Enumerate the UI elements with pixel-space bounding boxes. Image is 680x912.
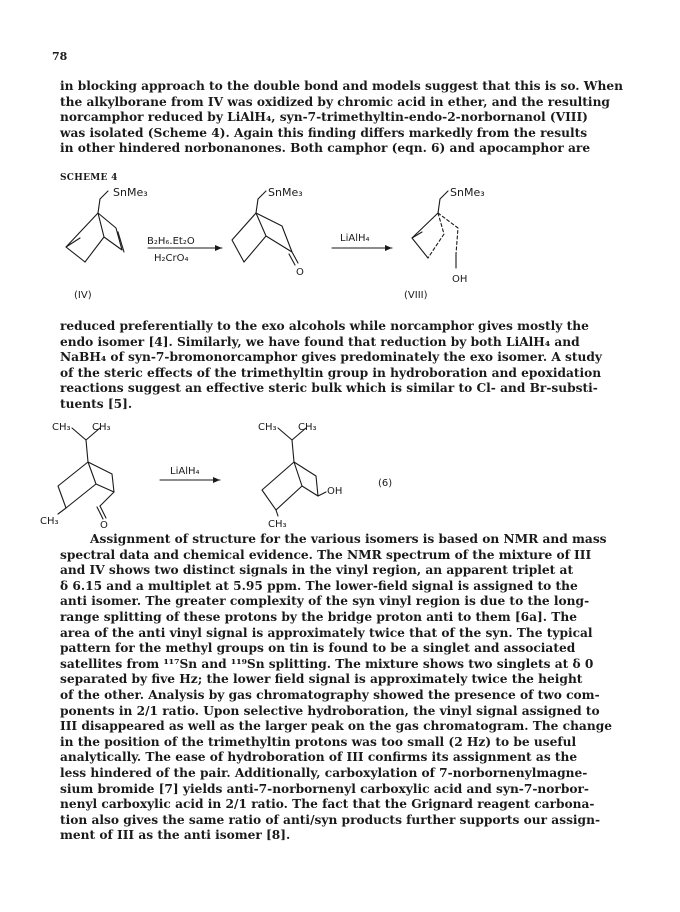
substituent-label-viii: SnMe₃ [450, 186, 485, 199]
methyl-label: CH₃ [268, 519, 287, 530]
text-line: range splitting of these protons by the bridge proton anti to them [6a]. The [60, 609, 577, 624]
scheme-label: SCHEME 4 [60, 173, 118, 183]
substituent-label-ketone: SnMe₃ [268, 186, 303, 199]
reagent-lialh4: LiAlH₄ [340, 233, 370, 244]
methyl-label: CH₃ [92, 422, 111, 433]
text-line: reactions suggest an effective steric bulk which is similar to Cl- and Br-substi- [60, 381, 598, 396]
equation-number: (6) [378, 478, 393, 489]
text-line: reduced preferentially to the exo alcohols while norcamphor gives mostly the [60, 319, 589, 333]
reagent-lialh4-eqn6: LiAlH₄ [170, 466, 200, 477]
scheme-4-figure [0, 0, 680, 320]
methyl-label: CH₃ [258, 422, 277, 433]
text-line: in other hindered norbonanones. Both camphor (eqn. 6) and apocamphor are [60, 141, 591, 156]
compound-label-iv: (IV) [74, 290, 92, 301]
text-line: Assignment of structure for the various isomers is based on NMR and mass [90, 532, 607, 546]
text-line: and IV shows two distinct signals in the vinyl region, an apparent triplet at [60, 563, 574, 578]
ketone-intermediate-structure [232, 186, 304, 278]
substituent-label-iv: SnMe₃ [113, 186, 148, 199]
text-line: satellites from ¹¹⁷Sn and ¹¹⁹Sn splitting. The mixture shows two singlets at δ 0 [60, 656, 594, 671]
text-line: tuents [5]. [60, 396, 133, 411]
paragraph-middle [60, 319, 620, 413]
alcohol-product-structure [258, 422, 342, 530]
camphor-structure [40, 422, 114, 530]
text-line: in the position of the trimethyltin protons was too small (2 Hz) to be useful [60, 734, 577, 749]
text-line: ponents in 2/1 ratio. Upon selective hydroboration, the vinyl signal assigned to [60, 703, 600, 718]
text-line: pattern for the methyl groups on tin is found to be a singlet and associated [60, 641, 576, 656]
compound-iv-structure [66, 186, 148, 262]
compound-viii-structure [412, 186, 485, 285]
text-line: tion also gives the same ratio of anti/syn products further supports our assign- [60, 812, 600, 827]
page-number: 78 [52, 50, 68, 63]
equation-6-figure [0, 410, 680, 530]
text-line: endo isomer [4]. Similarly, we have found that reduction by both LiAlH₄ and [60, 334, 580, 349]
text-line: separated by five Hz; the lower field signal is approximately twice the height [60, 672, 583, 687]
text-line: analytically. The ease of hydroboration of III confirms its assignment as the [60, 750, 578, 765]
carbonyl-label-ketone: O [296, 267, 304, 278]
text-line: nenyl carboxylic acid in 2/1 ratio. The fact that the Grignard reagent carbona- [60, 797, 595, 812]
text-line: of the other. Analysis by gas chromatography showed the presence of two com- [60, 687, 600, 702]
text-line: anti isomer. The greater complexity of the syn vinyl region is due to the long- [60, 594, 590, 609]
carbonyl-label-camphor: O [100, 520, 108, 530]
text-line: of the steric effects of the trimethyltin group in hydroboration and epoxidation [60, 365, 602, 380]
text-line: spectral data and chemical evidence. The NMR spectrum of the mixture of III [60, 547, 592, 562]
text-line: ment of III as the anti isomer [8]. [60, 828, 291, 843]
hydroxyl-label-eqn6: OH [327, 486, 343, 497]
text-line: III disappeared as well as the larger peak on the gas chromatogram. The change [60, 719, 612, 734]
methyl-label: CH₃ [298, 422, 317, 433]
text-line: in blocking approach to the double bond and models suggest that this is so. When [60, 79, 623, 93]
compound-label-viii: (VIII) [404, 290, 428, 301]
text-line: less hindered of the pair. Additionally, carboxylation of 7-norbornenylmagne- [60, 765, 588, 780]
text-line: NaBH₄ of syn-7-bromonorcamphor gives predominately the exo isomer. A study [60, 350, 602, 365]
text-line: the alkylborane from IV was oxidized by chromic acid in ether, and the resulting [60, 94, 610, 109]
methyl-label: CH₃ [40, 516, 59, 527]
reagent-b2h6: B₂H₆.Et₂O [147, 236, 195, 247]
text-line: was isolated (Scheme 4). Again this finding differs markedly from the results [60, 125, 588, 140]
hydroxyl-label-viii: OH [452, 274, 468, 285]
text-line: norcamphor reduced by LiAlH₄, syn-7-trimethyltin-endo-2-norbornanol (VIII) [60, 110, 588, 125]
text-line: δ 6.15 and a multiplet at 5.95 ppm. The lower-field signal is assigned to the [60, 578, 578, 593]
paragraph-bottom [60, 532, 620, 844]
text-line: sium bromide [7] yields anti-7-norbornenyl carboxylic acid and syn-7-norbor- [60, 781, 589, 796]
reagent-h2cro4: H₂CrO₄ [154, 253, 189, 264]
methyl-label: CH₃ [52, 422, 71, 433]
text-line: area of the anti vinyl signal is approximately twice that of the syn. The typical [60, 625, 593, 640]
